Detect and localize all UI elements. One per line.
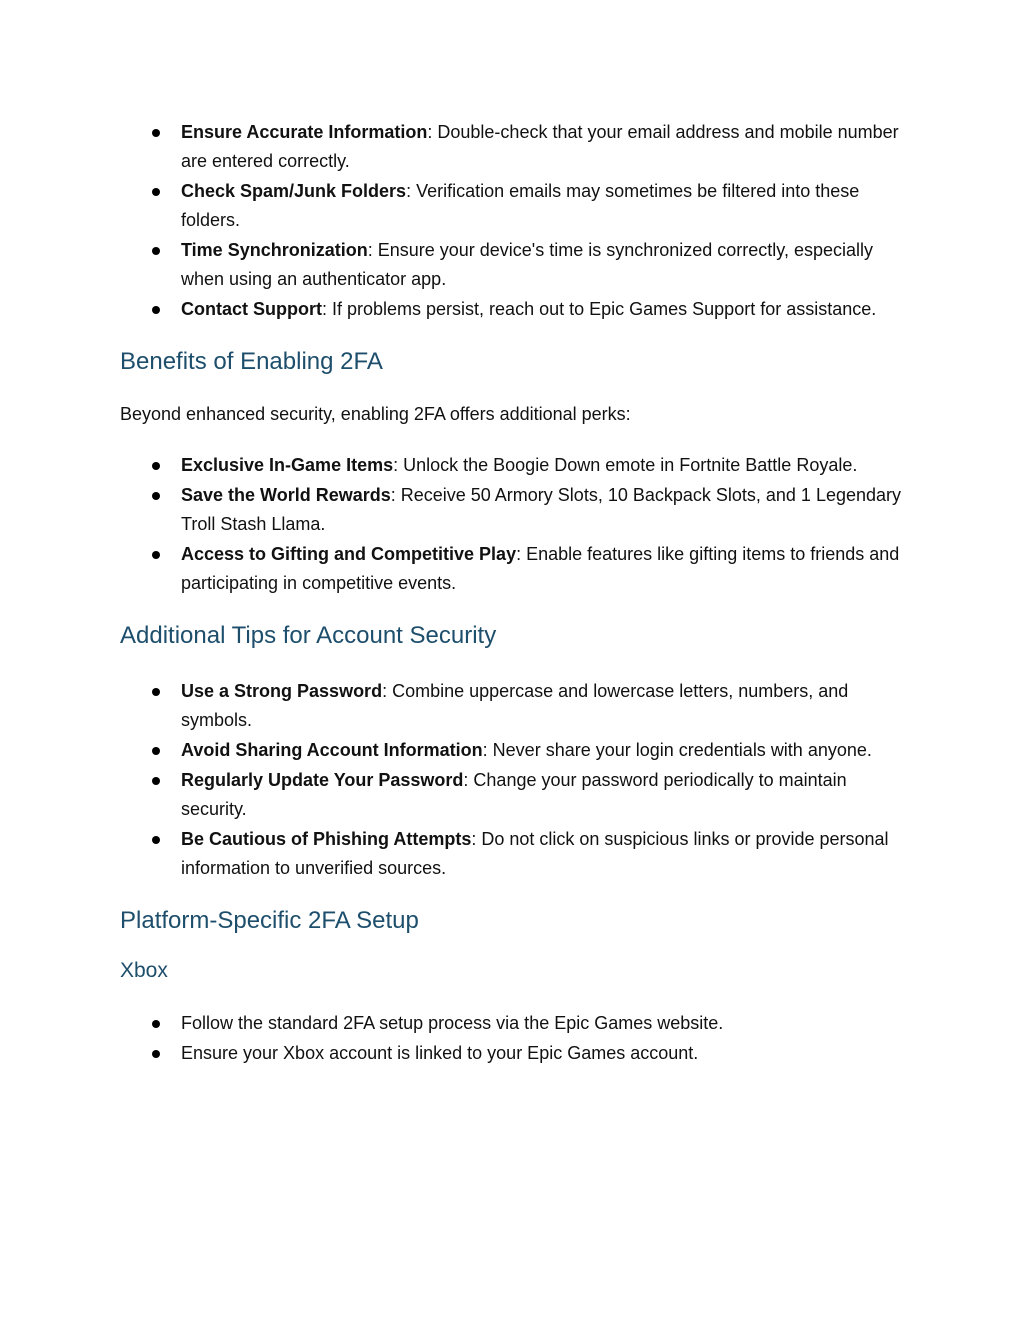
list-item [120,236,910,294]
list-item-term: Exclusive In-Game Items [181,455,394,475]
list-item-text: : If problems persist, reach out to Epic Games Support for assistance. [322,299,877,319]
benefits-heading: Benefits of Enabling 2FA [120,348,383,375]
list-item [120,540,910,598]
troubleshooting-list [120,118,910,324]
tips-list [120,677,910,883]
list-item-term: Avoid Sharing Account Information [181,740,483,760]
list-item-term: Contact Support [181,299,322,319]
tips-heading: Additional Tips for Account Security [120,622,497,649]
list-item: Follow the standard 2FA setup process via the Epic Games website. [120,1009,910,1038]
list-item-text: : Verification emails may sometimes be filtered into these folders. [181,181,860,230]
list-item [120,677,910,735]
list-item-text: : Unlock the Boogie Down emote in Fortnite Battle Royale. [393,455,858,475]
document-page [120,118,910,1068]
list-item [120,295,910,324]
list-item-term: Be Cautious of Phishing Attempts [181,829,472,849]
xbox-heading: Xbox [120,959,168,982]
list-item-text: : Enable features like gifting items to friends and participating in competitive events. [181,544,900,593]
list-item-text: : Receive 50 Armory Slots, 10 Backpack Slots, and 1 Legendary Troll Stash Llama. [181,485,902,534]
list-item-text: : Change your password periodically to maintain security. [181,770,847,819]
list-item-term: Save the World Rewards [181,485,391,505]
list-item [120,481,910,539]
list-item-term: Ensure Accurate Information [181,122,428,142]
benefits-list [120,451,910,598]
xbox-list [120,1009,910,1068]
platform-heading: Platform-Specific 2FA Setup [120,907,419,934]
list-item-text: : Double-check that your email address and mobile number are entered correctly. [181,122,899,171]
list-item [120,118,910,176]
list-item [120,766,910,824]
list-item [120,736,910,765]
list-item-term: Use a Strong Password [181,681,383,701]
list-item-term: Time Synchronization [181,240,368,260]
list-item [120,451,910,480]
list-item-term: Check Spam/Junk Folders [181,181,407,201]
list-item-text: : Never share your login credentials with anyone. [482,740,872,760]
list-item-term: Regularly Update Your Password [181,770,464,790]
benefits-intro: Beyond enhanced security, enabling 2FA offers additional perks: [120,404,631,424]
list-item-text: : Combine uppercase and lowercase letters, numbers, and symbols. [181,681,849,730]
list-item [120,825,910,883]
list-item-term: Access to Gifting and Competitive Play [181,544,517,564]
list-item-text: : Do not click on suspicious links or provide personal information to unverified sources. [181,829,889,878]
list-item [120,177,910,235]
list-item: Ensure your Xbox account is linked to your Epic Games account. [120,1039,910,1068]
list-item-text: : Ensure your device's time is synchronized correctly, especially when using an authenticator app. [181,240,874,289]
